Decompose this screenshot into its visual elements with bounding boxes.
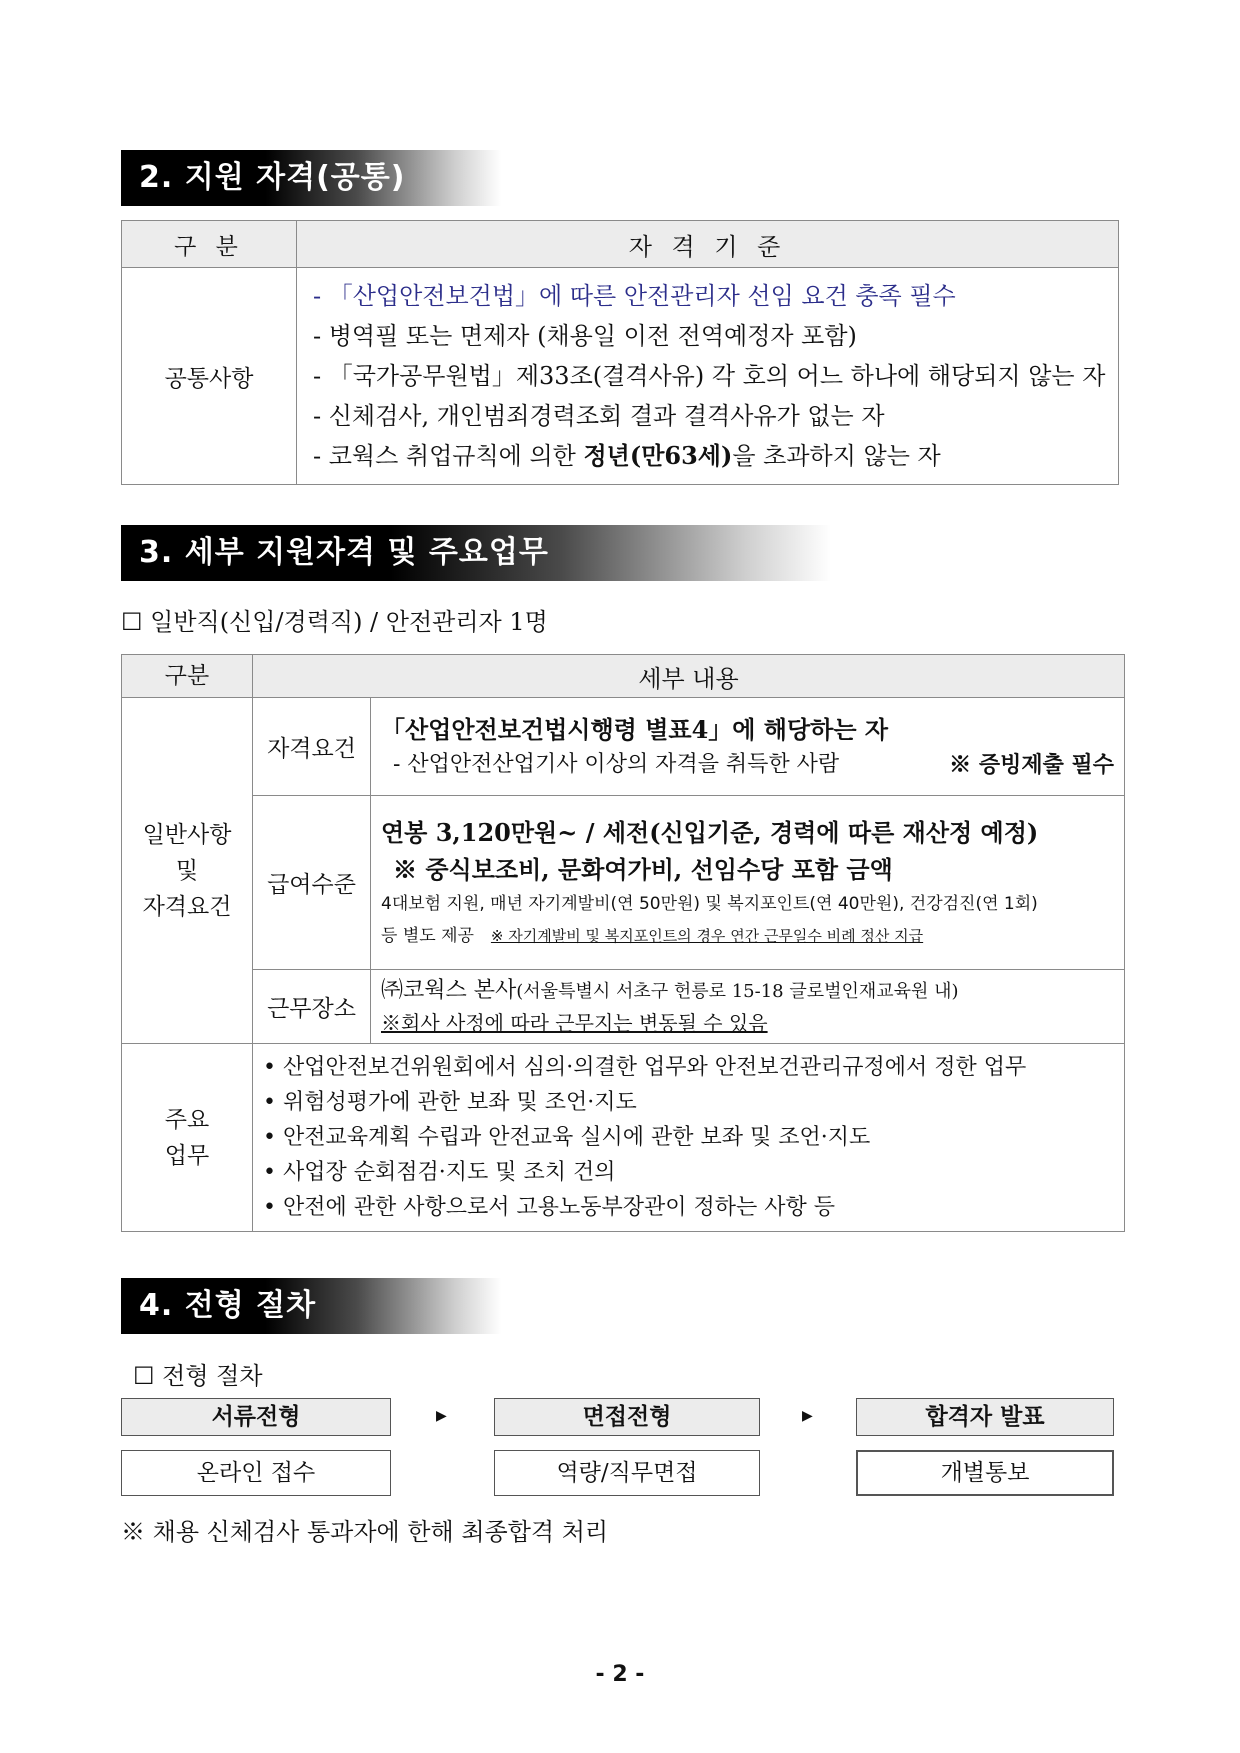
duty-item: • 산업안전보건위원회에서 심의·의결한 업무와 안전보건관리규정에서 정한 업무 bbox=[263, 1055, 1027, 1080]
workplace-address bbox=[381, 975, 1114, 1008]
benefits-text: 등 별도 제공 bbox=[381, 926, 474, 946]
arrow-right-icon: ▶ bbox=[436, 1408, 447, 1424]
step-detail-competency-interview: 역량/직무면접 bbox=[494, 1450, 760, 1496]
row-label-common: 공통사항 bbox=[122, 268, 297, 485]
salary-amount: 연봉 3,120만원~ / 세전(신입기준, 경력에 따른 재산정 예정) bbox=[381, 818, 1039, 847]
workplace-name: ㈜코웍스 본사 bbox=[381, 978, 517, 1003]
group-label-line: 및 bbox=[175, 857, 199, 884]
step-detail-individual-notice: 개별통보 bbox=[856, 1450, 1114, 1496]
duty-item: • 위험성평가에 관한 보좌 및 조언·지도 bbox=[263, 1090, 637, 1115]
detail-qualification-table bbox=[121, 654, 1125, 1232]
group-label-duties bbox=[122, 1044, 253, 1232]
criteria-item: - 「국가공무원법」제33조(결격사유) 각 호의 어느 하나에 해당되지 않는 자 bbox=[313, 362, 1106, 390]
criteria-text: - 코웍스 취업규칙에 의한 bbox=[313, 442, 584, 470]
header-criteria: 자 격 기 준 bbox=[297, 221, 1119, 268]
group-label-line: 일반사항 bbox=[142, 821, 232, 848]
qualification-cert: - 산업안전산업기사 이상의 자격을 취득한 사람 bbox=[393, 751, 840, 777]
section-4-subtitle: ☐ 전형 절차 bbox=[133, 1362, 263, 1390]
header-category: 구 분 bbox=[122, 221, 297, 268]
group-label-line: 자격요건 bbox=[142, 893, 232, 920]
step-interview: 면접전형 bbox=[494, 1398, 760, 1436]
duties-list bbox=[253, 1044, 1125, 1232]
final-pass-note: ※ 채용 신체검사 통과자에 한해 최종합격 처리 bbox=[121, 1518, 609, 1546]
criteria-item: - 병역필 또는 면제자 (채용일 이전 전역예정자 포함) bbox=[313, 322, 857, 350]
criteria-item bbox=[313, 436, 1118, 476]
criteria-item: - 「산업안전보건법」에 따른 안전관리자 선임 요건 충족 필수 bbox=[313, 282, 956, 310]
row-label-salary: 급여수준 bbox=[253, 796, 371, 970]
section-4-title: 4. 전형 절차 bbox=[121, 1278, 501, 1334]
header-category: 구분 bbox=[122, 655, 253, 698]
group-label-general bbox=[122, 698, 253, 1044]
section-3-title: 3. 세부 지원자격 및 주요업무 bbox=[121, 525, 831, 581]
group-label-line: 업무 bbox=[164, 1142, 210, 1169]
step-announcement: 합격자 발표 bbox=[856, 1398, 1114, 1436]
page-number: - 2 - bbox=[595, 1662, 645, 1687]
row-label-workplace: 근무장소 bbox=[253, 970, 371, 1044]
step-detail-online-application: 온라인 접수 bbox=[121, 1450, 391, 1496]
qualification-content bbox=[371, 698, 1125, 796]
duty-item: • 사업장 순회점검·지도 및 조치 건의 bbox=[263, 1160, 616, 1185]
common-qualification-table bbox=[121, 220, 1119, 485]
benefits-settlement-note: ※ 자기계발비 및 복지포인트의 경우 연간 근무일수 비례 정산 지급 bbox=[490, 927, 924, 945]
workplace-content bbox=[371, 970, 1125, 1044]
section-3-subtitle: ☐ 일반직(신입/경력직) / 안전관리자 1명 bbox=[121, 608, 548, 636]
salary-content bbox=[371, 796, 1125, 970]
duty-item: • 안전교육계획 수립과 안전교육 실시에 관한 보좌 및 조언·지도 bbox=[263, 1125, 871, 1150]
retirement-age: 정년(만63세) bbox=[583, 441, 733, 470]
workplace-location: (서울특별시 서초구 헌릉로 15-18 글로벌인재교육원 내) bbox=[516, 981, 959, 1002]
benefits-line-2 bbox=[381, 920, 1114, 951]
step-document-screening: 서류전형 bbox=[121, 1398, 391, 1436]
header-details: 세부 내용 bbox=[253, 655, 1125, 698]
arrow-right-icon: ▶ bbox=[802, 1408, 813, 1424]
benefits-line: 4대보험 지원, 매년 자기계발비(연 50만원) 및 복지포인트(연 40만원), 건강검진(연 1회) bbox=[381, 894, 1038, 914]
common-criteria-list bbox=[297, 268, 1119, 485]
duty-item: • 안전에 관한 사항으로서 고용노동부장관이 정하는 사항 등 bbox=[263, 1195, 835, 1220]
workplace-change-note: ※회사 사정에 따라 근무지는 변동될 수 있음 bbox=[381, 1011, 768, 1035]
group-label-line: 주요 bbox=[164, 1106, 210, 1133]
qualification-detail bbox=[381, 748, 1114, 782]
proof-required-note: ※ 증빙제출 필수 bbox=[949, 751, 1114, 778]
section-2-title: 2. 지원 자격(공통) bbox=[121, 150, 501, 206]
criteria-item: - 신체검사, 개인범죄경력조회 결과 결격사유가 없는 자 bbox=[313, 402, 885, 430]
row-label-qualification: 자격요건 bbox=[253, 698, 371, 796]
qualification-law: 「산업안전보건법시행령 별표4」에 해당하는 자 bbox=[381, 714, 889, 744]
criteria-text: 을 초과하지 않는 자 bbox=[732, 442, 941, 470]
salary-includes-note: ※ 중식보조비, 문화여가비, 선임수당 포함 금액 bbox=[393, 855, 893, 884]
